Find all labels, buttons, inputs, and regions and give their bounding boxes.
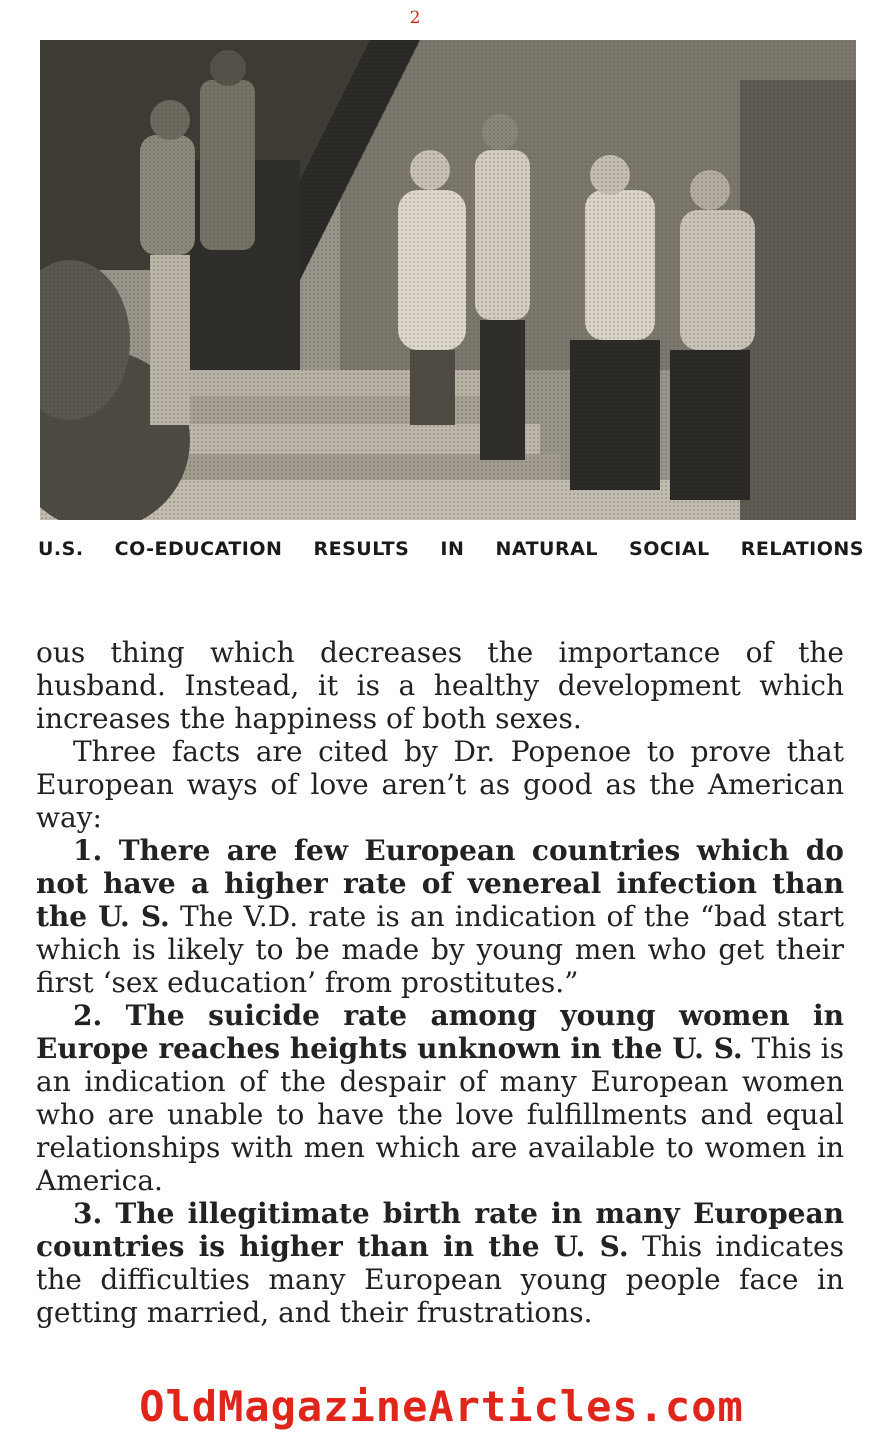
fact-three-text: This indicates the difficulties many European young people face in getting married, and their frustrations.: [36, 1230, 844, 1329]
paragraph-three-facts: Three facts are cited by Dr. Popenoe to prove that European ways of love aren’t as good as the American way:: [36, 735, 844, 834]
fact-one-text: The V.D. rate is an indication of the “bad start which is likely to be made by young men who get their first ‘sex education’ from prostitutes.”: [36, 900, 844, 999]
fact-one: [36, 834, 844, 999]
caption-word: RESULTS: [313, 538, 410, 560]
photograph: [40, 40, 856, 520]
site-watermark: OldMagazineArticles.com: [139, 1382, 744, 1431]
caption-word: IN: [440, 538, 465, 560]
article-body: [36, 636, 844, 1329]
caption-word: CO-EDUCATION: [114, 538, 283, 560]
photo-illustration: [40, 40, 856, 520]
fact-two-text: This is an indication of the despair of many European women who are unable to have the love fulfillments and equal relationships with men which are available to women in America.: [36, 1032, 844, 1197]
caption-word: SOCIAL: [629, 538, 710, 560]
paragraph-continuation: ous thing which decreases the importance of the husband. Instead, it is a healthy development which increases the happiness of both sexes.: [36, 636, 844, 735]
fact-three-heading: 3. The illegitimate birth rate in many European countries is higher than in the U. S.: [36, 1197, 844, 1263]
caption-word: U.S.: [38, 538, 84, 560]
caption-word: NATURAL: [495, 538, 598, 560]
fact-two: [36, 999, 844, 1197]
caption-word: RELATIONS: [740, 538, 864, 560]
fact-one-heading: 1. There are few European countries which do not have a higher rate of venereal infection than the U. S.: [36, 834, 844, 933]
fact-two-heading: 2. The suicide rate among young women in Europe reaches heights unknown in the U. S.: [36, 999, 844, 1065]
photo-caption: [38, 534, 864, 564]
page-number: 2: [409, 8, 421, 28]
fact-three: [36, 1197, 844, 1329]
